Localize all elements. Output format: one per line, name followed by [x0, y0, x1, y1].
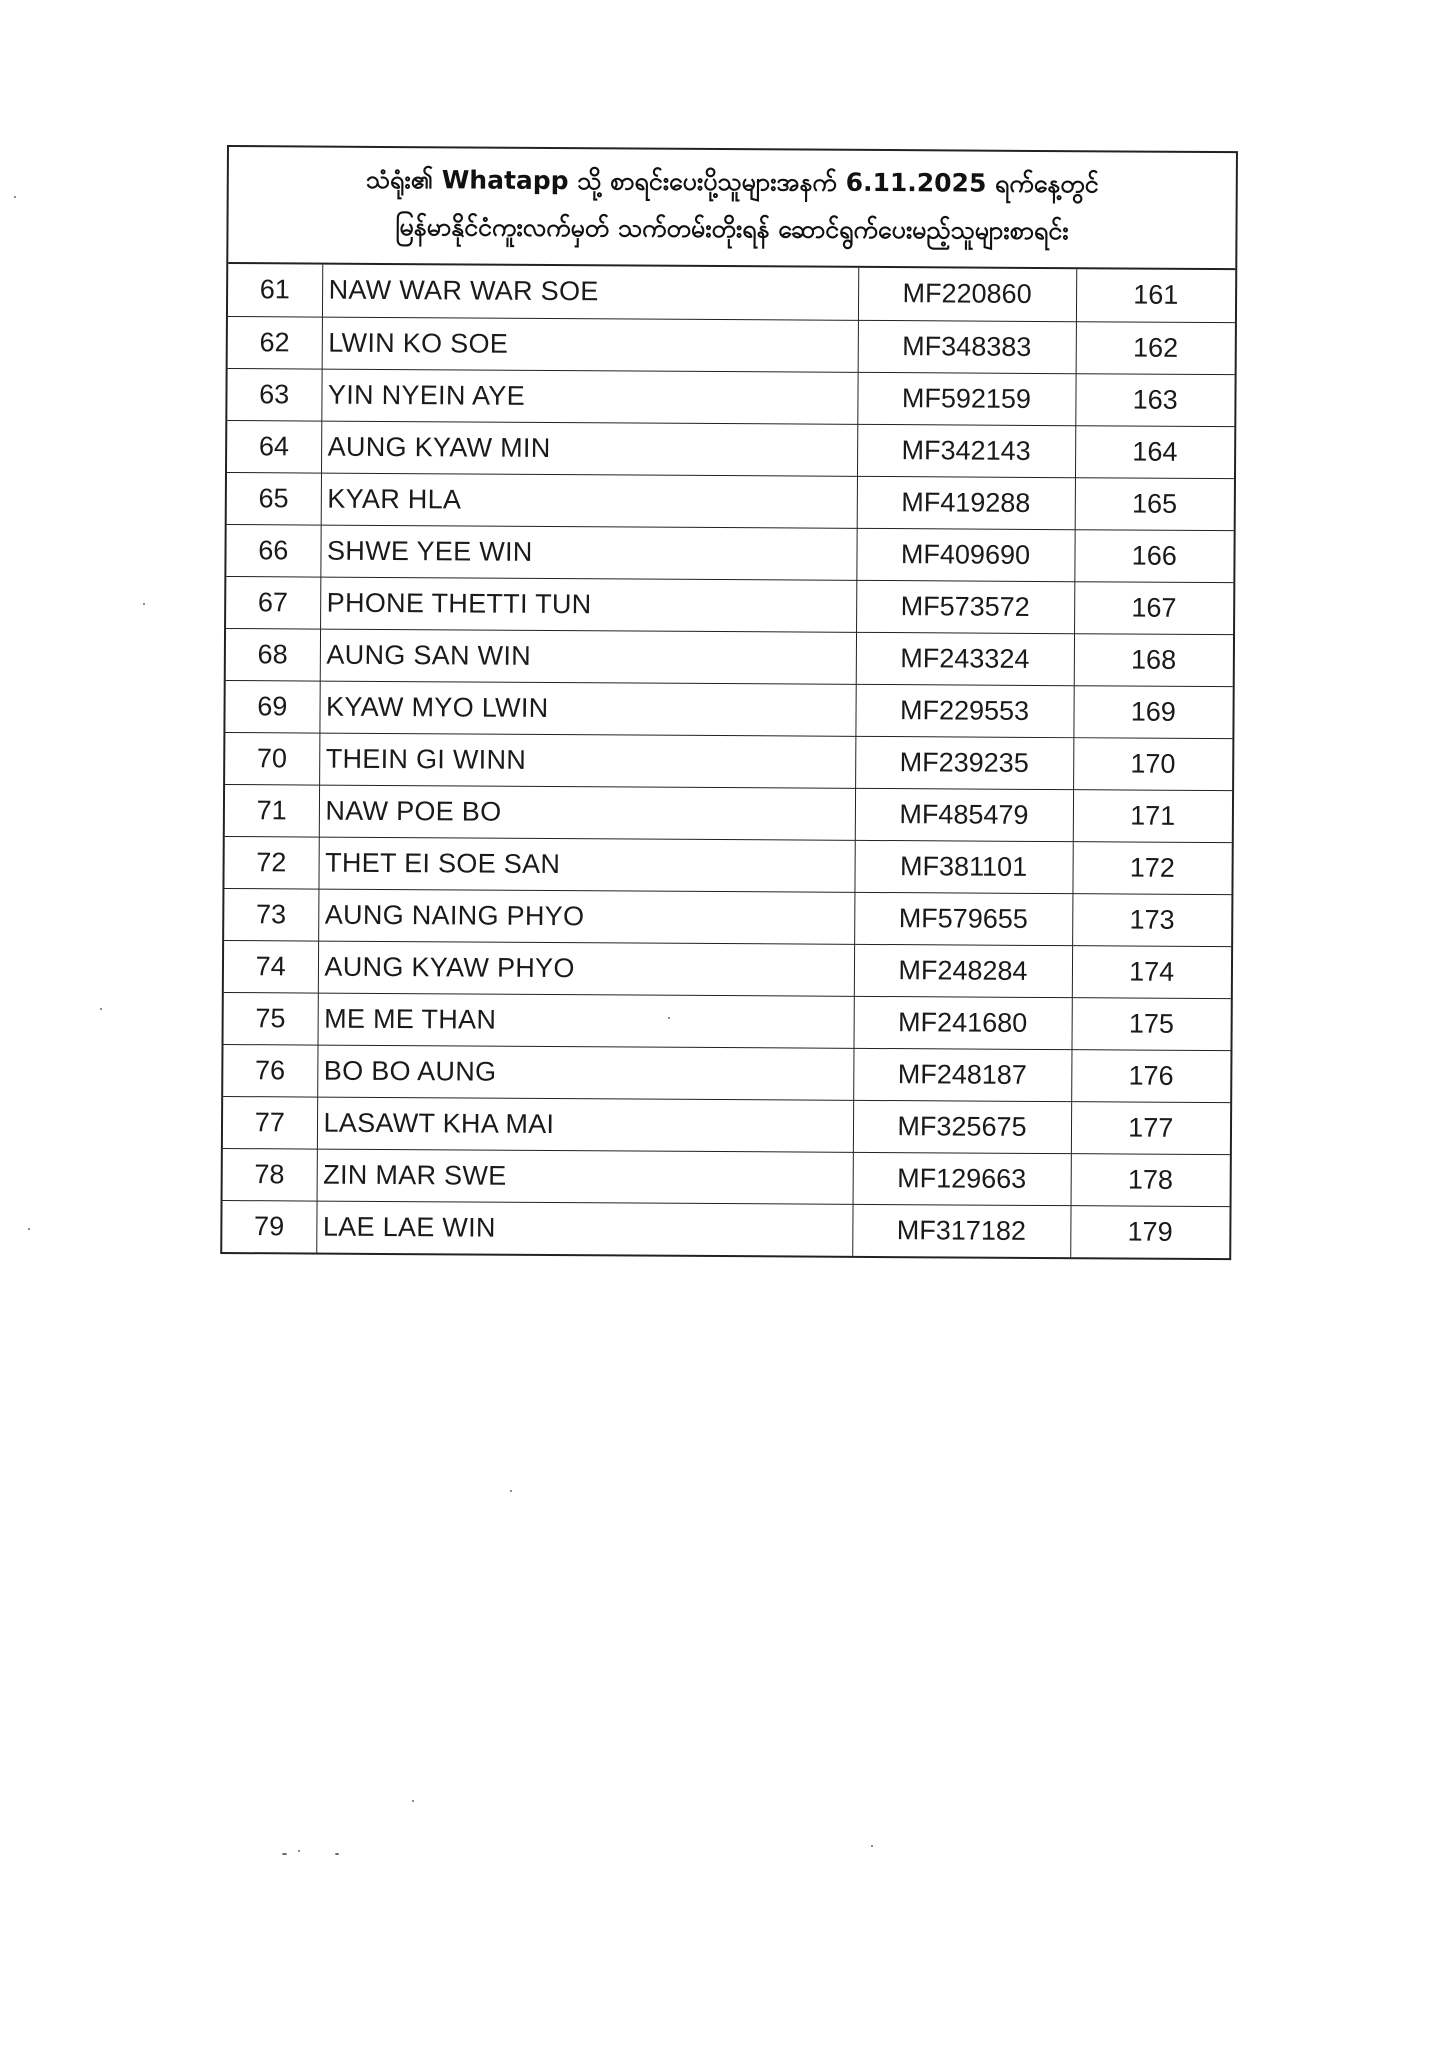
applicant-name-cell: THET EI SOE SAN	[318, 837, 854, 892]
applicant-name-cell: AUNG KYAW MIN	[321, 421, 857, 476]
passport-number-cell: MF485479	[855, 788, 1073, 841]
scan-speck	[14, 196, 16, 198]
row-number-cell: 63	[227, 368, 321, 421]
document-header	[228, 147, 1236, 270]
passport-number-cell: MF248187	[853, 1048, 1071, 1101]
passport-number-cell: MF317182	[852, 1204, 1070, 1257]
sequence-number-cell: 177	[1071, 1101, 1230, 1154]
sequence-number-cell: 161	[1076, 269, 1235, 322]
row-number-cell: 78	[223, 1148, 317, 1201]
passport-number-cell: MF239235	[855, 736, 1073, 789]
row-number-cell: 71	[225, 784, 319, 837]
sequence-number-cell: 174	[1072, 945, 1231, 998]
applicant-name-cell: LWIN KO SOE	[322, 317, 858, 372]
sequence-number-cell: 167	[1074, 581, 1233, 634]
header-line-2: မြန်မာနိုင်ငံကူးလက်မှတ် သက်တမ်းတိုးရန် ဆောင်ရွက်ပေးမည့်သူများစာရင်း	[395, 211, 1069, 245]
table-row	[226, 576, 1233, 634]
passport-number-cell: MF129663	[853, 1152, 1071, 1205]
sequence-number-cell: 166	[1074, 529, 1233, 582]
scan-speck	[298, 1850, 300, 1852]
applicant-name-cell: NAW WAR WAR SOE	[322, 265, 858, 320]
row-number-cell: 73	[224, 888, 318, 941]
passport-number-cell: MF248284	[854, 944, 1072, 997]
applicant-name-cell: KYAR HLA	[321, 473, 857, 528]
table-row	[226, 628, 1233, 686]
passport-number-cell: MF592159	[857, 372, 1075, 425]
scan-speck	[143, 603, 145, 605]
table-row	[224, 940, 1231, 998]
applicant-name-cell: THEIN GI WINN	[319, 733, 855, 788]
row-number-cell: 75	[224, 992, 318, 1045]
applicant-name-cell: AUNG KYAW PHYO	[318, 941, 854, 996]
applicant-name-cell: KYAW MYO LWIN	[319, 681, 855, 736]
table-row	[224, 836, 1231, 894]
table-row	[222, 1200, 1229, 1258]
applicant-name-cell: LASAWT KHA MAI	[317, 1097, 853, 1152]
passport-number-cell: MF229553	[855, 684, 1073, 737]
passport-number-cell: MF381101	[854, 840, 1072, 893]
passport-number-cell: MF348383	[858, 320, 1076, 373]
applicant-name-cell: BO BO AUNG	[317, 1045, 853, 1100]
sequence-number-cell: 162	[1076, 321, 1235, 374]
row-number-cell: 61	[228, 264, 322, 317]
passport-renewal-list	[220, 145, 1238, 1260]
row-number-cell: 74	[224, 940, 318, 993]
row-number-cell: 69	[225, 680, 319, 733]
row-number-cell: 72	[224, 836, 318, 889]
passport-number-cell: MF342143	[857, 424, 1075, 477]
applicant-name-cell: NAW POE BO	[319, 785, 855, 840]
sequence-number-cell: 179	[1070, 1205, 1229, 1258]
row-number-cell: 76	[223, 1044, 317, 1097]
passport-number-cell: MF573572	[856, 580, 1074, 633]
sequence-number-cell: 164	[1075, 425, 1234, 478]
scan-speck	[412, 1800, 414, 1802]
scan-speck	[668, 1017, 670, 1019]
sequence-number-cell: 171	[1073, 789, 1232, 842]
scan-speck	[510, 1490, 512, 1492]
header-line-1: သံရုံး၏ Whatapp သို့ စာရင်းပေးပို့သူများအနက် 6.11.2025 ရက်နေ့တွင်	[365, 164, 1099, 198]
table-row	[227, 368, 1234, 426]
applicant-name-cell: LAE LAE WIN	[316, 1201, 852, 1256]
row-number-cell: 64	[227, 420, 321, 473]
table-row	[223, 1148, 1230, 1206]
sequence-number-cell: 168	[1074, 633, 1233, 686]
table-row	[228, 264, 1235, 322]
passport-number-cell: MF325675	[853, 1100, 1071, 1153]
sequence-number-cell: 176	[1071, 1049, 1230, 1102]
scan-speck	[282, 1853, 287, 1855]
passport-number-cell: MF419288	[857, 476, 1075, 529]
table-row	[228, 316, 1235, 374]
row-number-cell: 67	[226, 576, 320, 629]
row-number-cell: 62	[228, 316, 322, 369]
applicant-name-cell: YIN NYEIN AYE	[321, 369, 857, 424]
sequence-number-cell: 169	[1073, 685, 1232, 738]
passport-number-cell: MF409690	[856, 528, 1074, 581]
sequence-number-cell: 173	[1072, 893, 1231, 946]
row-number-cell: 66	[226, 524, 320, 577]
sequence-number-cell: 165	[1075, 477, 1234, 530]
applicant-table-body	[222, 264, 1235, 1258]
table-row	[225, 784, 1232, 842]
row-number-cell: 77	[223, 1096, 317, 1149]
row-number-cell: 79	[222, 1200, 316, 1253]
table-row	[224, 888, 1231, 946]
scan-speck	[28, 1228, 30, 1230]
applicant-name-cell: PHONE THETTI TUN	[320, 577, 856, 632]
sequence-number-cell: 172	[1072, 841, 1231, 894]
row-number-cell: 65	[227, 472, 321, 525]
applicant-name-cell: AUNG NAING PHYO	[318, 889, 854, 944]
passport-number-cell: MF241680	[853, 996, 1071, 1049]
scan-speck	[335, 1853, 339, 1855]
sequence-number-cell: 175	[1071, 997, 1230, 1050]
applicant-table	[222, 264, 1235, 1258]
applicant-name-cell: AUNG SAN WIN	[320, 629, 856, 684]
table-row	[223, 1044, 1230, 1102]
applicant-name-cell: SHWE YEE WIN	[320, 525, 856, 580]
table-row	[224, 992, 1231, 1050]
applicant-name-cell: ME ME THAN	[318, 993, 854, 1048]
passport-number-cell: MF220860	[858, 268, 1076, 321]
row-number-cell: 70	[225, 732, 319, 785]
table-row	[226, 524, 1233, 582]
table-row	[225, 732, 1232, 790]
table-row	[225, 680, 1232, 738]
scan-speck	[871, 1845, 873, 1847]
sequence-number-cell: 178	[1071, 1153, 1230, 1206]
applicant-name-cell: ZIN MAR SWE	[317, 1149, 853, 1204]
sequence-number-cell: 170	[1073, 737, 1232, 790]
table-row	[227, 420, 1234, 478]
passport-number-cell: MF243324	[856, 632, 1074, 685]
scan-speck	[100, 1008, 102, 1010]
sequence-number-cell: 163	[1075, 373, 1234, 426]
table-row	[227, 472, 1234, 530]
row-number-cell: 68	[226, 628, 320, 681]
table-row	[223, 1096, 1230, 1154]
passport-number-cell: MF579655	[854, 892, 1072, 945]
